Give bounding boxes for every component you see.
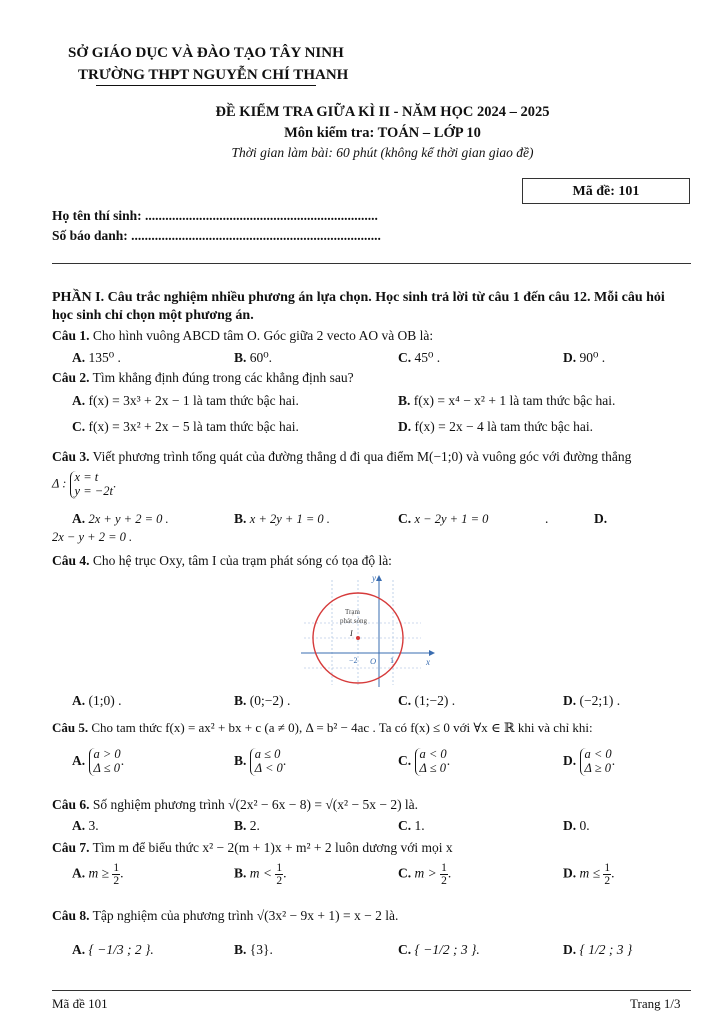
part1-instruction-2: học sinh chỉ chọn một phương án.	[52, 308, 254, 323]
question-6: Câu 6. Số nghiệm phương trình √(2x² − 6x − 8) = √(x² − 5x − 2) là.	[52, 797, 419, 812]
q7-option-a[interactable]: A. m ≥ $\frac{1}{2}$ .	[72, 862, 124, 888]
question-8: Câu 8. Tập nghiệm của phương trình √(3x² − 9x + 1) = x − 2 là.	[52, 908, 399, 923]
point-i	[356, 636, 360, 640]
q6-option-c[interactable]: C. 1.	[398, 818, 425, 833]
question-text: Cho hình vuông ABCD tâm O. Góc giữa 2 vecto AO và OB là:	[89, 328, 434, 343]
footer-page-number: Trang 1/3	[630, 996, 681, 1011]
q2-option-b[interactable]: B. f(x) = x⁴ − x² + 1 là tam thức bậc hai.	[398, 393, 616, 408]
q1-option-b[interactable]: B. 60⁰.	[234, 350, 273, 365]
candidate-name-line: Họ tên thí sinh: .....................................................................	[52, 208, 378, 223]
q8-option-b[interactable]: B. {3}.	[234, 942, 273, 957]
q1-option-c[interactable]: C. 45⁰ .	[398, 350, 441, 365]
tick-1: 1	[390, 656, 394, 665]
q3-option-d[interactable]: 2x − y + 2 = 0 .	[52, 530, 133, 544]
q1-option-a[interactable]: A. 135⁰ .	[72, 350, 121, 365]
q5-option-b[interactable]: B. a ≤ 0 Δ < 0 .	[234, 747, 287, 775]
q5-option-d[interactable]: D. a < 0 Δ ≥ 0 .	[563, 747, 616, 775]
department-name: SỞ GIÁO DỤC VÀ ĐÀO TẠO TÂY NINH	[68, 45, 344, 61]
q7-option-c[interactable]: C. m > $\frac{1}{2}$ .	[398, 862, 452, 888]
radio-station-figure	[296, 570, 441, 690]
question-3: Câu 3. Viết phương trình tổng quát của đường thẳng d đi qua điểm M(−1;0) và vuông góc với đường thẳng	[52, 449, 632, 464]
header-divider	[52, 263, 691, 264]
question-4: Câu 4. Cho hệ trục Oxy, tâm I của trạm phát sóng có tọa độ là:	[52, 553, 392, 568]
question-5: Câu 5. Cho tam thức f(x) = ax² + bx + c (a ≠ 0), Δ = b² − 4ac . Ta có f(x) ≤ 0 với ∀x ∈ ℝ khi và chỉ khi:	[52, 720, 593, 735]
q4-option-a[interactable]: A. (1;0) .	[72, 693, 122, 708]
q4-option-c[interactable]: C. (1;−2) .	[398, 693, 456, 708]
grid	[304, 580, 421, 685]
footer-divider	[52, 990, 691, 991]
part1-instruction: PHẦN I. Câu trắc nghiệm nhiều phương án lựa chọn. Học sinh trả lời từ câu 1 đến câu 12. Mỗi câu hỏi	[52, 290, 665, 305]
q2-option-c[interactable]: C. f(x) = 3x² + 2x − 5 là tam thức bậc hai.	[72, 419, 299, 434]
school-underline	[96, 85, 316, 86]
q7-option-d[interactable]: D. m ≤ $\frac{1}{2}$ .	[563, 862, 615, 888]
q5-option-c[interactable]: C. a < 0 Δ ≤ 0 .	[398, 747, 451, 775]
exam-time: Thời gian làm bài: 60 phút (không kể thời gian giao đề)	[231, 145, 534, 160]
q7-option-b[interactable]: B. m < $\frac{1}{2}$ .	[234, 862, 287, 888]
q2-option-a[interactable]: A. f(x) = 3x³ + 2x − 1 là tam thức bậc hai.	[72, 393, 299, 408]
q3-option-a[interactable]: A. 2x + y + 2 = 0 .	[72, 511, 169, 526]
q3-option-b[interactable]: B. x + 2y + 1 = 0 .	[234, 511, 330, 526]
question-2: Câu 2. Tìm khẳng định đúng trong các khẳng định sau?	[52, 370, 354, 385]
footer-exam-code: Mã đề 101	[52, 996, 108, 1011]
question-1	[52, 328, 433, 345]
q3-dot: .	[545, 511, 549, 526]
exam-title: ĐỀ KIỂM TRA GIỮA KÌ II - NĂM HỌC 2024 – 2025	[215, 104, 550, 120]
q6-option-b[interactable]: B. 2.	[234, 818, 260, 833]
x-label: x	[426, 657, 430, 667]
i-label: I	[350, 629, 353, 638]
origin-label: O	[370, 656, 377, 666]
question-label: Câu 1.	[52, 328, 90, 343]
y-label: y	[372, 573, 376, 583]
q5-option-a[interactable]: A. a > 0 Δ ≤ 0 .	[72, 747, 125, 775]
station-label-2: phát sóng	[340, 617, 368, 625]
q6-option-a[interactable]: A. 3.	[72, 818, 99, 833]
exam-subject: Môn kiểm tra: TOÁN – LỚP 10	[284, 125, 481, 141]
q6-option-d[interactable]: D. 0.	[563, 818, 590, 833]
q8-option-c[interactable]: C. { −1/2 ; 3 }.	[398, 942, 480, 957]
q3-option-c[interactable]: C. x − 2y + 1 = 0	[398, 511, 489, 526]
school-name: TRƯỜNG THPT NGUYỄN CHÍ THANH	[78, 67, 349, 83]
question-7: Câu 7. Tìm m để biểu thức x² − 2(m + 1)x + m² + 2 luôn dương với mọi x	[52, 840, 453, 855]
exam-code-box: Mã đề: 101	[522, 178, 690, 204]
q4-option-b[interactable]: B. (0;−2) .	[234, 693, 291, 708]
q3-line-delta: Δ : x = t y = −2t .	[52, 470, 117, 498]
q4-option-d[interactable]: D. (−2;1) .	[563, 693, 621, 708]
tick-neg2: −2	[349, 656, 358, 665]
q8-option-d[interactable]: D. { 1/2 ; 3 }	[563, 942, 633, 957]
station-label-1: Trạm	[345, 608, 360, 616]
q2-option-d[interactable]: D. f(x) = 2x − 4 là tam thức bậc hai.	[398, 419, 593, 434]
q1-option-d[interactable]: D. 90⁰ .	[563, 350, 606, 365]
candidate-id-line: Số báo danh: ..........................................................................	[52, 228, 381, 243]
q8-option-a[interactable]: A. { −1/3 ; 2 }.	[72, 942, 154, 957]
q3-option-d-label[interactable]: D.	[594, 511, 608, 526]
